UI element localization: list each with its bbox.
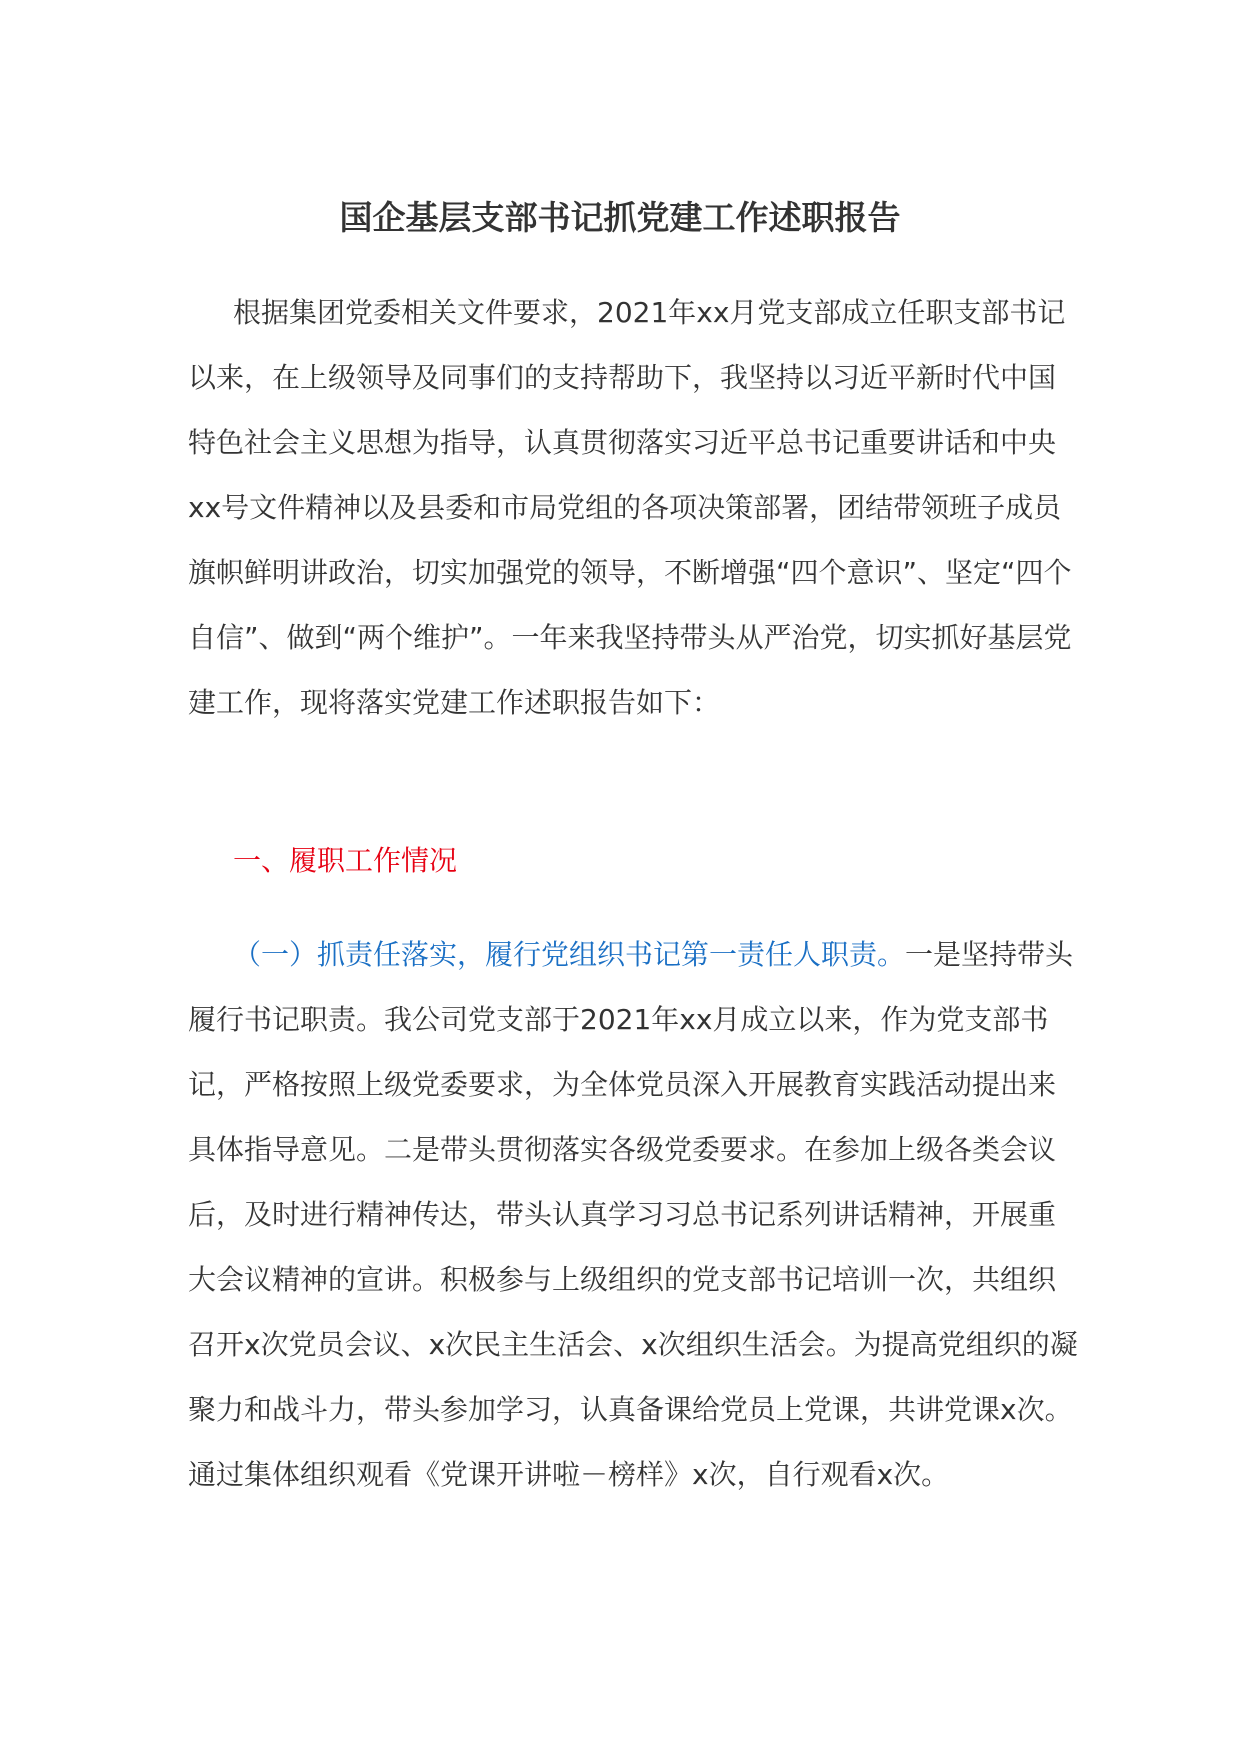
document-title: 国企基层支部书记抓党建工作述职报告	[339, 198, 901, 237]
section-paragraph	[188, 922, 1083, 1507]
section-heading: 一、履职工作情况	[233, 844, 458, 877]
intro-paragraph: 根据集团党委相关文件要求，2021年xx月党支部成立任职支部书记以来，在上级领导及同事们的支持帮助下，我坚持以习近平新时代中国特色社会主义思想为指导，认真贯彻落实习近平总书记重要讲话和中央xx号文件精神以及县委和市局党组的各项决策部署，团结带领班子成员旗帜鲜明讲政治，切实加强党的领导，不断增强“四个意识”、坚定“四个自信”、做到“两个维护”。一年来我坚持带头从严治党，切实抓好基层党建工作，现将落实党建工作述职报告如下：	[188, 296, 1072, 719]
subsection-body: 一是坚持带头履行书记职责。我公司党支部于2021年xx月成立以来，作为党支部书记，严格按照上级党委要求，为全体党员深入开展教育实践活动提出来具体指导意见。二是带头贯彻落实各级党委要求。在参加上级各类会议后，及时进行精神传达，带头认真学习习总书记系列讲话精神，开展重大会议精神的宣讲。积极参与上级组织的党支部书记培训一次，共组织召开x次党员会议、x次民主生活会、x次组织生活会。为提高党组织的凝聚力和战斗力，带头参加学习，认真备课给党员上党课，共讲党课x次。通过集体组织观看《党课开讲啦－榜样》x次，自行观看x次。	[188, 938, 1078, 1491]
subsection-heading: （一）抓责任落实，履行党组织书记第一责任人职责。	[233, 938, 906, 971]
